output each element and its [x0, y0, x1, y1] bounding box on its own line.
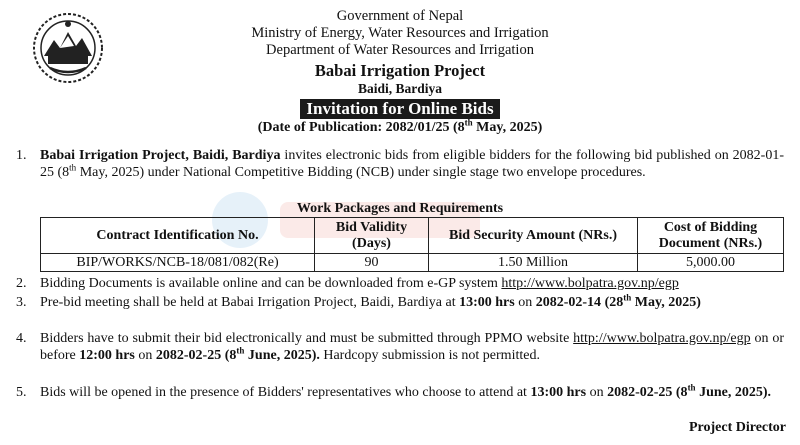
egp-link[interactable]: http://www.bolpatra.gov.np/egp — [501, 276, 679, 291]
clause-5: 5. Bids will be opened in the presence of Bidders' representatives who choose to attend at 13:00 hrs on 2082-02-25 (8th June, 2025). — [16, 382, 772, 400]
ppmo-link[interactable]: http://www.bolpatra.gov.np/egp — [573, 331, 751, 346]
cell-doc-cost: 5,000.00 — [638, 254, 784, 272]
publication-date: (Date of Publication: 2082/01/25 (8th May, 2025) — [257, 117, 543, 135]
cell-bid-validity: 90 — [315, 254, 429, 272]
document-header — [0, 8, 800, 136]
signature-title: Project Director — [688, 420, 786, 435]
project-title: Babai Irrigation Project — [314, 61, 486, 80]
col-bid-security: Bid Security Amount (NRs.) — [429, 218, 638, 254]
table-caption: Work Packages and Requirements — [296, 201, 504, 216]
government-line: Government of Nepal — [336, 8, 464, 24]
col-doc-cost: Cost of Bidding Document (NRs.) — [638, 218, 784, 254]
table-row — [41, 254, 784, 272]
cell-contract-id: BIP/WORKS/NCB-18/081/082(Re) — [41, 254, 315, 272]
work-packages-table — [40, 217, 784, 272]
clause-1: 1. Babai Irrigation Project, Baidi, Bardiya invites electronic bids from eligible bidders for the following bid published on 2082-01-25 (8th May, 2025) under National Competitive Bidding (NCB) under single stage two envelope procedures. — [16, 148, 785, 180]
project-location: Baidi, Bardiya — [357, 81, 443, 96]
table-header-row — [41, 218, 784, 254]
clause-2: 2. Bidding Documents is available online and can be downloaded from e-GP system http://www.bolpatra.gov.np/egp — [16, 276, 679, 291]
ministry-line: Ministry of Energy, Water Resources and Irrigation — [251, 25, 549, 41]
clause-4: 4. Bidders have to submit their bid electronically and must be submitted through PPMO website http://www.bolpatra.gov.np/egp on or before 12:00 hrs on 2082-02-25 (8th June, 2025). Hardcopy submission is not permitted. — [16, 331, 784, 363]
department-line: Department of Water Resources and Irrigation — [266, 42, 534, 58]
col-bid-validity: Bid Validity (Days) — [315, 218, 429, 254]
clause-3: 3. Pre-bid meeting shall be held at Babai Irrigation Project, Baidi, Bardiya at 13:00 hrs on 2082-02-14 (28th May, 2025) — [16, 292, 701, 310]
invitation-banner: Invitation for Online Bids — [300, 99, 499, 119]
cell-bid-security: 1.50 Million — [429, 254, 638, 272]
col-contract-id: Contract Identification No. — [41, 218, 315, 254]
